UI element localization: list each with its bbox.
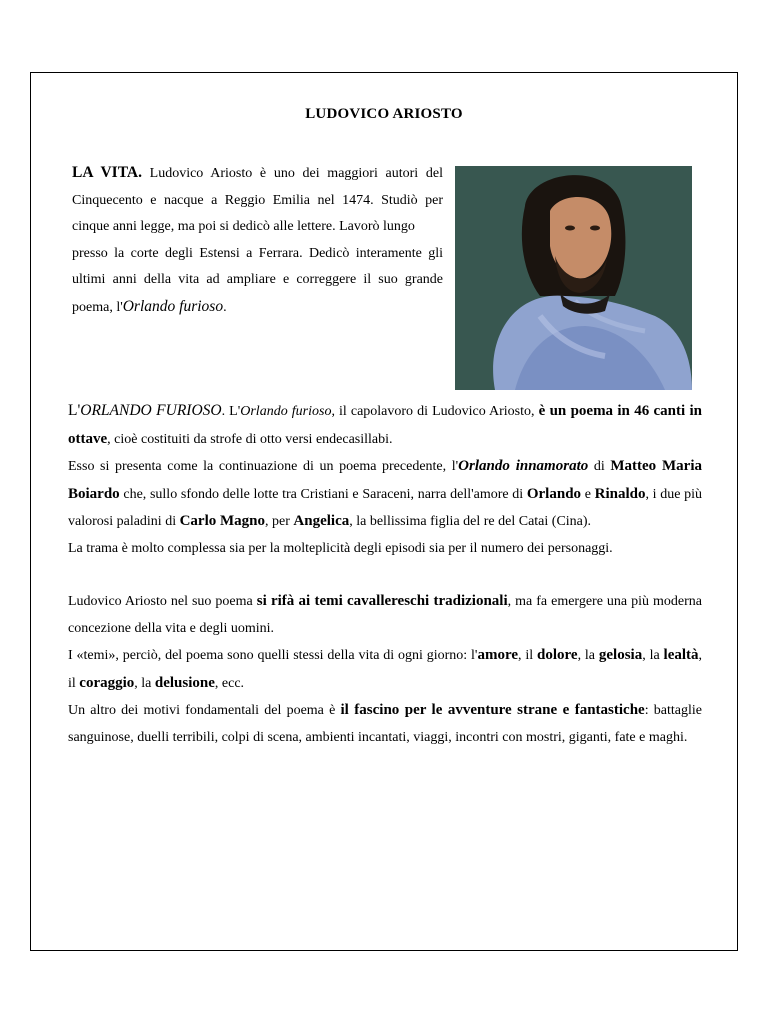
text-run: . L': [221, 404, 241, 419]
text-run: Ludovico Ariosto nel suo poema: [68, 594, 257, 609]
text-run: , il capolavoro di Ludovico Ariosto,: [331, 404, 539, 419]
vita-text-2: presso la corte degli Estensi a Ferrara. Dedicò interamente gli ultimi anni della vita ad ampliare e correggere il suo grande poema, l': [72, 245, 443, 315]
bold-phrase: il fascino per le avventure strane e fantastiche: [340, 702, 645, 718]
text-run: , il: [68, 648, 703, 691]
vita-section: [72, 160, 443, 321]
orlando-paragraph-1: [68, 398, 702, 453]
theme-word: delusione: [154, 674, 215, 691]
theme-word: gelosia: [598, 647, 643, 663]
text-run: , la: [642, 648, 664, 663]
paragraph-gap: [68, 562, 702, 588]
page-title: LUDOVICO ARIOSTO: [305, 106, 463, 122]
orlando-paragraph-6: [68, 697, 702, 751]
bold-phrase: è un poema in 46 canti in ottave: [68, 403, 703, 447]
bold-phrase: si rifà ai temi cavallereschi tradizionali: [256, 593, 508, 609]
text-run: , la bellissima figlia del re del Catai (Cina).: [349, 514, 592, 529]
text-run: , il: [518, 648, 537, 663]
vita-poem-title: Orlando furioso: [122, 297, 224, 315]
poem-title-bold-italic: Orlando innamorato: [458, 458, 589, 474]
theme-word: coraggio: [79, 674, 135, 691]
text-run: Esso si presenta come la continuazione di un poema precedente, l': [68, 459, 459, 474]
theme-word: dolore: [537, 647, 578, 663]
author-name: Matteo Maria Boiardo: [68, 458, 702, 502]
portrait-image: [455, 166, 692, 390]
text-run: che, sullo sfondo delle lotte tra Cristiani e Saraceni, narra dell'amore di: [119, 486, 527, 502]
text-run: , per: [265, 514, 294, 529]
text-run: : battaglie sanguinose, duelli terribili, colpi di scena, ambienti incantati, viaggi, incontri con mostri, giganti, fate e maghi.: [68, 703, 702, 745]
vita-end: .: [223, 299, 227, 315]
vita-paragraph-2: [72, 241, 443, 322]
text-run: di: [588, 459, 611, 474]
vita-text-1: Ludovico Ariosto è uno dei maggiori autori del Cinquecento e nacque a Reggio Emilia nel 1474. Studiò per cinque anni legge, ma poi si dedicò alle lettere. Lavorò lungo: [72, 166, 443, 234]
orlando-paragraph-2: [68, 453, 702, 536]
character-name: Orlando: [526, 485, 582, 502]
text-run: , ma fa emergere una più moderna concezione della vita e degli uomini.: [68, 594, 702, 636]
text-run: , cioè costituiti da strofe di otto versi endecasillabi.: [107, 431, 393, 447]
text-run: , ecc.: [214, 675, 245, 691]
ariosto-portrait: [455, 166, 692, 390]
orlando-paragraph-5: [68, 642, 702, 697]
orlando-section: [68, 398, 702, 751]
text-run: , la: [577, 648, 599, 663]
vita-label: LA VITA.: [72, 164, 142, 181]
text-run: I «temi», perciò, del poema sono quelli stessi della vita di ogni giorno: l': [68, 648, 478, 663]
text-run: Un altro dei motivi fondamentali del poema è: [68, 703, 341, 718]
character-name: Rinaldo: [594, 485, 646, 502]
character-name: Angelica: [293, 513, 350, 529]
theme-word: amore: [477, 647, 519, 663]
theme-word: lealtà: [663, 647, 699, 663]
orlando-paragraph-3: La trama è molto complessa sia per la molteplicità degli episodi sia per il numero dei personaggi.: [68, 540, 613, 556]
text-run: , la: [134, 675, 155, 691]
character-name: Carlo Magno: [179, 513, 266, 529]
text-run: e: [581, 486, 595, 502]
orlando-lead: L': [68, 402, 81, 419]
vita-paragraph-1: [72, 160, 443, 241]
orlando-heading: ORLANDO FURIOSO: [80, 402, 222, 419]
orlando-paragraph-4: [68, 588, 702, 642]
text-run: , i due più valorosi paladini di: [68, 486, 703, 529]
poem-title-italic: Orlando furioso: [240, 404, 332, 419]
